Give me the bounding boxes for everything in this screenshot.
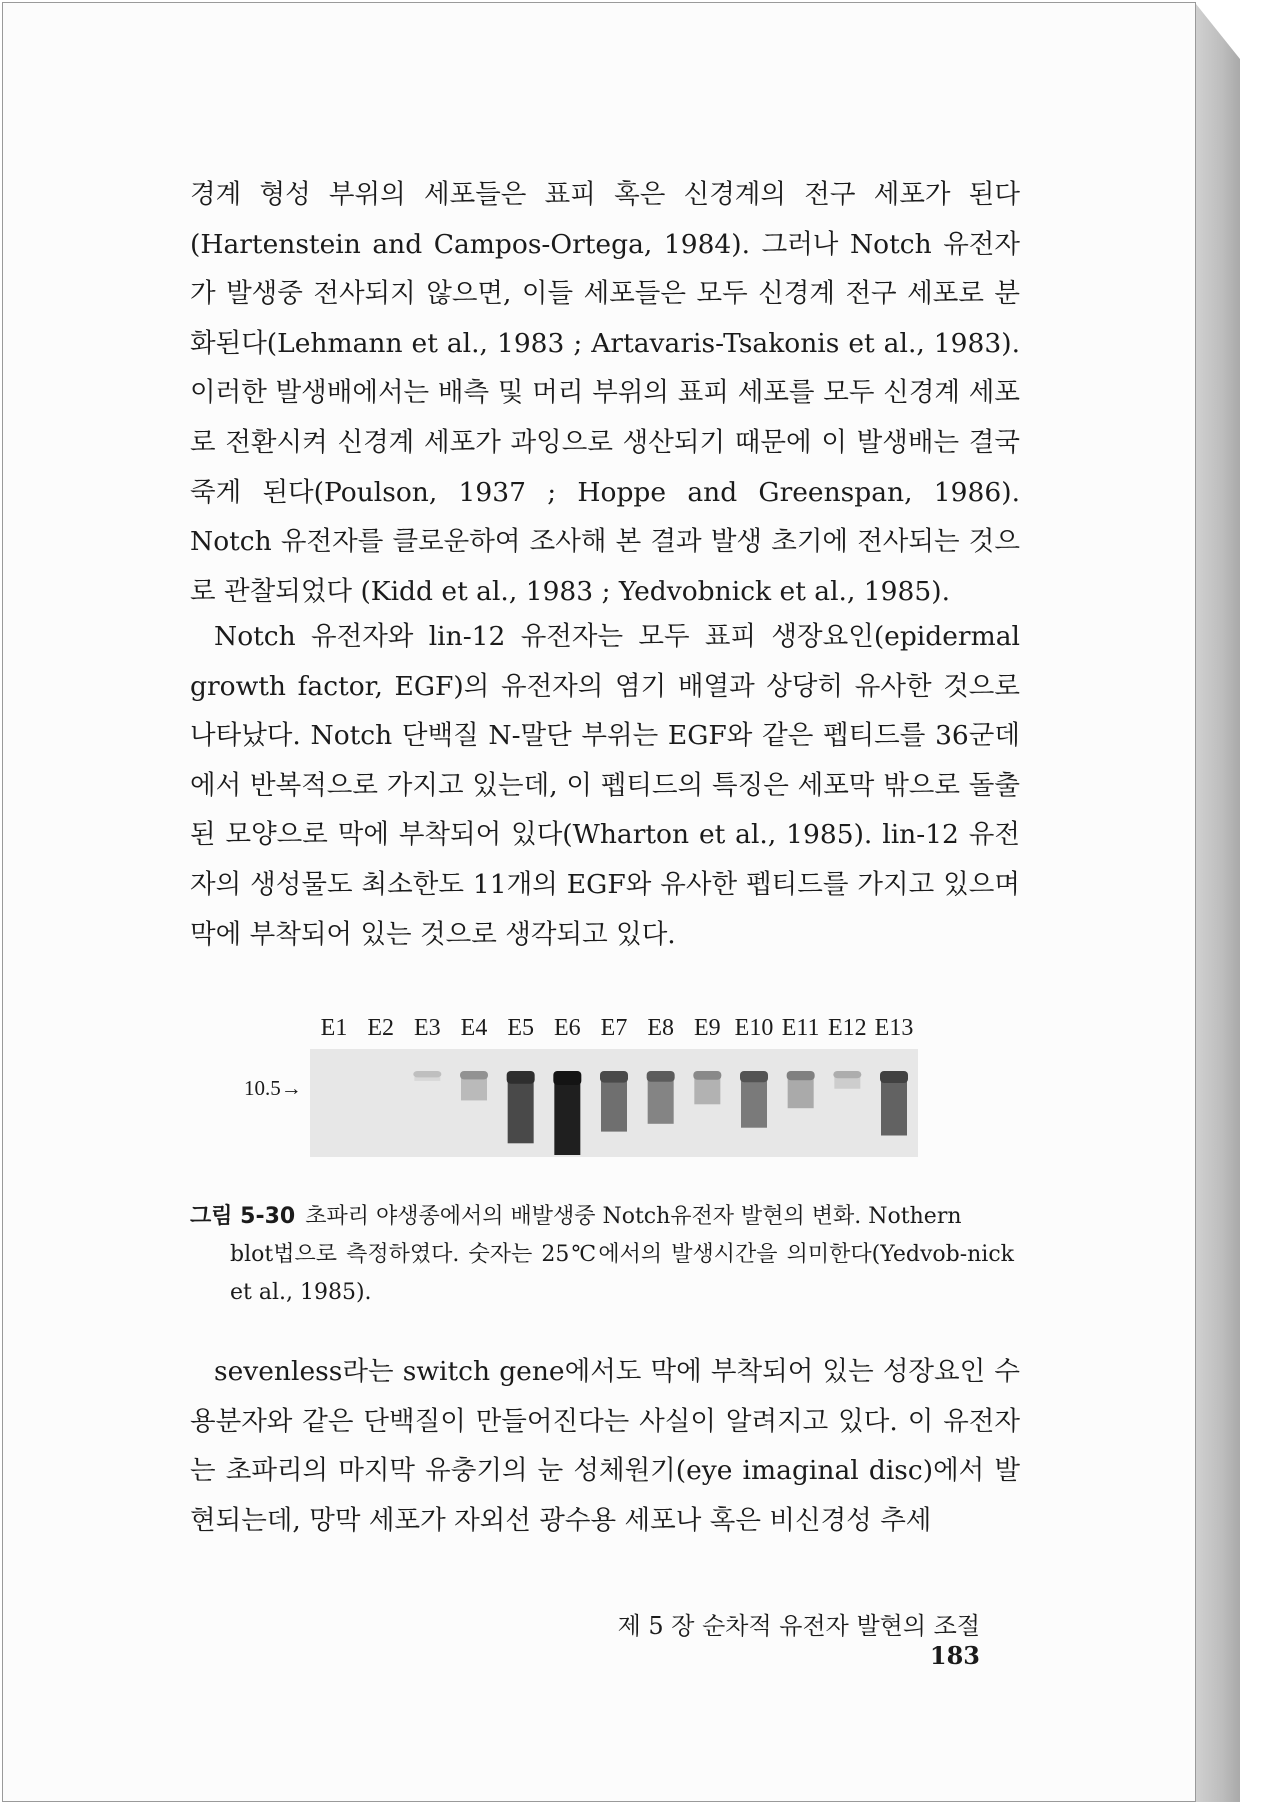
- lane-label-e13: E13: [874, 1015, 914, 1041]
- blot-band-e5: [507, 1071, 535, 1143]
- lane-label-e4: E4: [460, 1015, 488, 1041]
- blot-lane-labels: [310, 1015, 918, 1049]
- blot-band-e9: [693, 1071, 721, 1104]
- body-text-top: [190, 170, 1020, 616]
- caption-text: 초파리 야생종에서의 배발생중 Notch유전자 발현의 변화. Nothern: [305, 1204, 962, 1229]
- northern-blot-image: [310, 1049, 918, 1157]
- book-page-edge: [1196, 4, 1240, 1802]
- caption-continuation: blot법으로 측정하였다. 숫자는 25℃에서의 발생시간을 의미한다(Yedvob-nick et al., 1985).: [230, 1242, 1014, 1305]
- paragraph-2: Notch 유전자와 lin-12 유전자는 모두 표피 생장요인(epidermal growth factor, EGF)의 유전자의 염기 배열과 상당히 유사한 것으로 나타났다. Notch 단백질 N-말단 부위는 EGF와 같은 펩티드를 36군데에서 반복적으로 가지고 있는데, 이 펩티드의 특징은 세포막 밖으로 돌출된 모양으로 막에 부착되어 있다(Wharton et al., 1985). lin-12 유전자의 생성물도 최소한도 11개의 EGF와 유사한 펩티드를 가지고 있으며 막에 부착되어 있는 것으로 생각되고 있다.: [190, 621, 1020, 950]
- size-marker: 10.5→: [244, 1076, 302, 1100]
- blot-band-e12: [833, 1071, 861, 1089]
- lane-label-e8: E8: [647, 1015, 674, 1041]
- lane-label-e5: E5: [507, 1015, 534, 1041]
- body-text-bottom: [190, 1347, 1020, 1545]
- blot-band-e7: [600, 1071, 628, 1132]
- lane-label-e7: E7: [600, 1015, 628, 1041]
- lane-label-e1: E1: [320, 1015, 348, 1041]
- paragraph-1: 경계 형성 부위의 세포들은 표피 혹은 신경계의 전구 세포가 된다 (Hartenstein and Campos-Ortega, 1984). 그러나 Notch 유전자가 발생중 전사되지 않으면, 이들 세포들은 모두 신경계 전구 세포로 분화된다(Lehmann et al., 1983 ; Artavaris-Tsakonis et al., 1983). 이러한 발생배에서는 배측 및 머리 부위의 표피 세포를 모두 신경계 세포로 전환시켜 신경계 세포가 과잉으로 생산되기 때문에 이 발생배는 결국 죽게 된다(Poulson, 1937 ; Hoppe and Greenspan, 1986). Notch 유전자를 클로운하여 조사해 본 결과 발생 초기에 전사되는 것으로 관찰되었다 (Kidd et al., 1983 ; Yedvobnick et al., 1985).: [190, 179, 1020, 607]
- lane-label-e12: E12: [827, 1015, 867, 1041]
- chapter-title: 제 5 장 순차적 유전자 발현의 조절: [617, 1612, 980, 1640]
- caption-number: 그림 5-30: [190, 1204, 296, 1229]
- lane-label-e6: E6: [553, 1015, 581, 1041]
- page-footer: [560, 1606, 980, 1670]
- figure-caption: [190, 1198, 1014, 1312]
- lane-label-e9: E9: [693, 1015, 721, 1041]
- blot-bands: [310, 1049, 918, 1157]
- lane-label-e11: E11: [781, 1015, 820, 1041]
- lane-label-e10: E10: [734, 1015, 774, 1041]
- blot-band-e13: [880, 1071, 908, 1136]
- blot-band-e6: [553, 1071, 581, 1155]
- blot-band-e10: [740, 1071, 768, 1128]
- lane-label-e3: E3: [413, 1015, 441, 1041]
- blot-band-e4: [460, 1071, 488, 1100]
- lane-label-e2: E2: [367, 1015, 394, 1041]
- blot-band-e3: [413, 1071, 441, 1081]
- paragraph-3: sevenless라는 switch gene에서도 막에 부착되어 있는 성장요인 수용분자와 같은 단백질이 만들어진다는 사실이 알려지고 있다. 이 유전자는 초파리의 마지막 유충기의 눈 성체원기(eye imaginal disc)에서 발현되는데, 망막 세포가 자외선 광수용 세포나 혹은 비신경성 추세: [190, 1356, 1020, 1536]
- blot-band-e11: [787, 1071, 815, 1108]
- body-text-middle: [190, 612, 1020, 959]
- blot-band-e8: [647, 1071, 675, 1124]
- page-number: 183: [929, 1641, 980, 1670]
